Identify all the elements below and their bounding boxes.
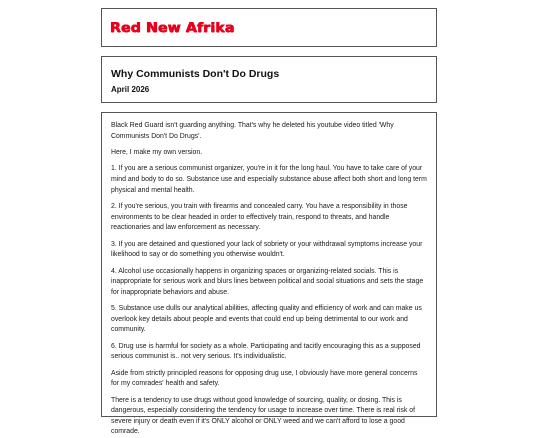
post-paragraph: 5. Substance use dulls our analytical abilities, affecting quality and efficiency of work and can make us overlook key details about people and events that could end up being detrimental to our work and community. xyxy=(111,305,422,334)
post-body xyxy=(101,112,437,436)
post-paragraph: 6. Drug use is harmful for society as a whole. Participating and tacitly encouraging this as a supposed serious communist is.. not very serious. It's individualistic. xyxy=(111,342,421,361)
post-header xyxy=(101,56,437,103)
post-paragraph: Aside from strictly principled reasons for opposing drug use, I obviously have more general concerns for my comrades' health and safety. xyxy=(111,369,418,388)
post-title: Why Communists Don't Do Drugs xyxy=(111,68,280,80)
post-paragraph: Black Red Guard isn't guarding anything. That's why he deleted his youtube video titled 'Why Communists Don't Do Drugs'. xyxy=(111,122,394,140)
site-header xyxy=(101,8,437,47)
site-logo[interactable]: Red New Afrika xyxy=(110,20,235,36)
post-paragraph: 1. If you are a serious communist organizer, you're in it for the long haul. You have to take care of your mind and body to do so. Substance use and especially substance abuse affect both short and long term physical and mental health. xyxy=(111,165,427,194)
post-paragraph: 3. If you are detained and questioned your lack of sobriety or your withdrawal symptoms increase your likelihood to say or do something you otherwise wouldn't. xyxy=(111,240,423,259)
post-paragraph: There is a tendency to use drugs without good knowledge of sourcing, quality, or dosing. This is dangerous, especially considering the tendency for usage to increase over time. There is real risk of severe injury or death even if it's ONLY alcohol or ONLY weed and we can't afford to lose a good comrade. xyxy=(111,396,415,436)
post-paragraph: 4. Alcohol use occasionally happens in organizing spaces or organizing-related socials. This is inappropriate for serious work and blurs lines between political and social situations and sets the stage for inappropriate behaviors and abuse. xyxy=(111,267,424,296)
post-paragraph: 2. If you're serious, you train with firearms and concealed carry. You have a responsibility in those environments to be clear headed in order to effectively train, respond to threats, and handle reactionaries and law enforcement as necessary. xyxy=(111,202,408,232)
post-paragraph: Here, I make my own version. xyxy=(111,148,203,156)
post-date: April 2026 xyxy=(111,85,150,94)
